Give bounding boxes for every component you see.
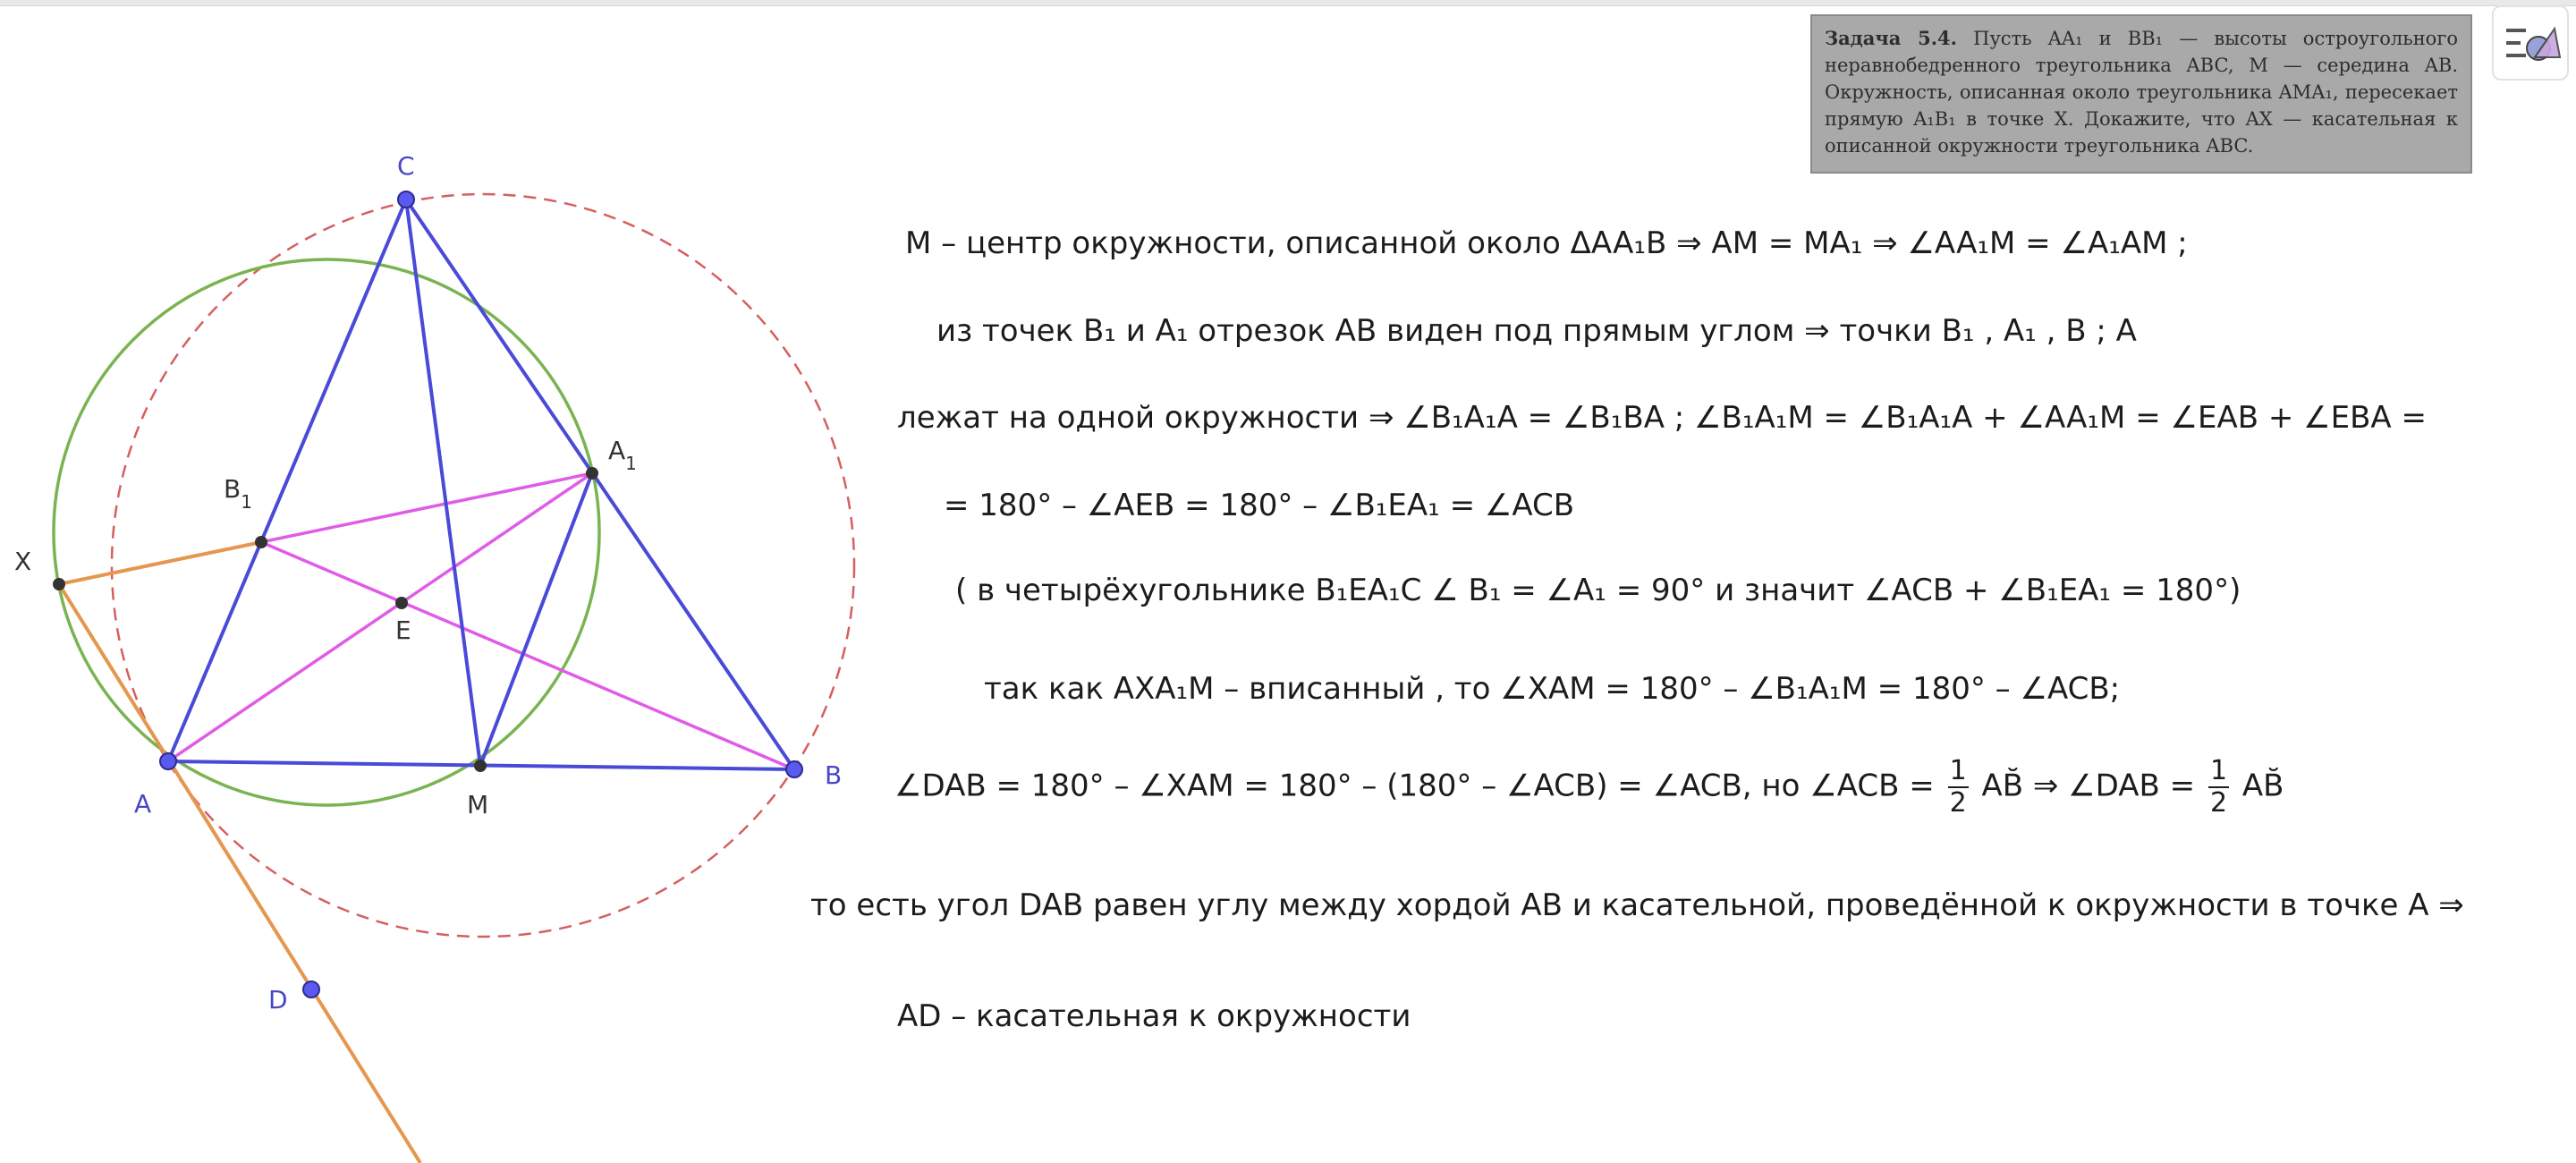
point-a1[interactable] — [586, 467, 598, 480]
fraction-den-2: 2 — [2209, 787, 2228, 819]
algebra-view-button[interactable] — [2492, 5, 2569, 81]
label-d: D — [268, 985, 288, 1014]
label-a1-main: A — [608, 436, 626, 465]
label-b: B — [825, 760, 843, 790]
proof-line-3: лежат на одной окружности ⇒ ∠B₁A₁A = ∠B₁BA ; ∠B₁A₁M = ∠B₁A₁A + ∠AA₁M = ∠EAB + ∠EBA = — [897, 400, 2427, 436]
label-c: C — [397, 151, 415, 181]
proof-line-4: = 180° – ∠AEB = 180° – ∠B₁EA₁ = ∠ACB — [944, 488, 1575, 523]
problem-text: Пусть AA₁ и BB₁ — высоты остроугольного неравнобедренного треугольника ABC, M — середина AB. Окружность, описанная около треугольника AMA₁, пересекает прямую A₁B₁ в точке X. Докажите, что AX — касательная к описанной окружности треугольника ABC. — [1825, 28, 2458, 157]
geometry-canvas[interactable] — [0, 0, 894, 1163]
proof-line-9: AD – касательная к окружности — [897, 998, 1411, 1034]
label-e: E — [395, 615, 411, 645]
label-b1-main: B — [224, 474, 242, 504]
algebra-view-icon — [2494, 7, 2567, 79]
label-b1 — [224, 474, 252, 513]
label-m: M — [467, 790, 489, 819]
point-b[interactable] — [786, 761, 802, 777]
label-b1-sub: 1 — [241, 491, 252, 513]
proof-line-7-a: ∠DAB = 180° – ∠XAM = 180° – (180° – ∠ACB) = ∠ACB, но ∠ACB = — [894, 768, 1935, 804]
proof-line-6: так как AXA₁M – вписанный , то ∠XAM = 180° – ∠B₁A₁M = 180° – ∠ACB; — [984, 671, 2121, 707]
circumcircle-abc[interactable] — [112, 194, 854, 937]
proof-line-5: ( в четырёхугольнике B₁EA₁C ∠ B₁ = ∠A₁ = 90° и значит ∠ACB + ∠B₁EA₁ = 180°) — [955, 573, 2241, 608]
fraction-half-2 — [2208, 756, 2229, 819]
problem-label: Задача 5.4. — [1825, 27, 1957, 49]
point-a[interactable] — [160, 753, 176, 769]
fraction-den-1: 2 — [1949, 787, 1967, 819]
point-x[interactable] — [53, 578, 65, 590]
label-a: A — [134, 789, 152, 819]
proof-line-8: то есть угол DAB равен углу между хордой AB и касательной, проведённой к окружности в точке A ⇒ — [810, 887, 2464, 923]
proof-line-7-b: AB̆ ⇒ ∠DAB = — [1981, 768, 2196, 804]
side-ac[interactable] — [168, 199, 406, 761]
point-b1[interactable] — [255, 536, 267, 548]
fraction-num-1: 1 — [1949, 755, 1967, 786]
point-m[interactable] — [474, 760, 487, 772]
proof-line-1: M – центр окружности, описанной около ΔAA₁B ⇒ AM = MA₁ ⇒ ∠AA₁M = ∠A₁AM ; — [905, 225, 2188, 261]
point-c[interactable] — [398, 191, 414, 208]
proof-line-7-c: AB̆ — [2241, 768, 2284, 804]
problem-statement — [1810, 14, 2472, 174]
segment-ma1[interactable] — [480, 473, 592, 766]
line-xad[interactable] — [59, 584, 420, 1163]
segment-bb1[interactable] — [261, 542, 794, 769]
circle-ama1[interactable] — [54, 259, 599, 805]
point-e[interactable] — [395, 597, 408, 609]
fraction-half-1 — [1948, 756, 1969, 819]
label-a1-sub: 1 — [625, 453, 637, 474]
label-a1 — [608, 436, 637, 474]
point-d[interactable] — [303, 981, 319, 997]
segment-xb1[interactable] — [59, 542, 261, 584]
proof-line-7 — [894, 756, 2284, 819]
fraction-num-2: 1 — [2209, 755, 2228, 786]
side-bc[interactable] — [406, 199, 794, 769]
proof-line-2: из точек B₁ и A₁ отрезок AB виден под прямым углом ⇒ точки B₁ , A₁ , B ; A — [936, 313, 2137, 349]
label-x: X — [14, 547, 32, 576]
